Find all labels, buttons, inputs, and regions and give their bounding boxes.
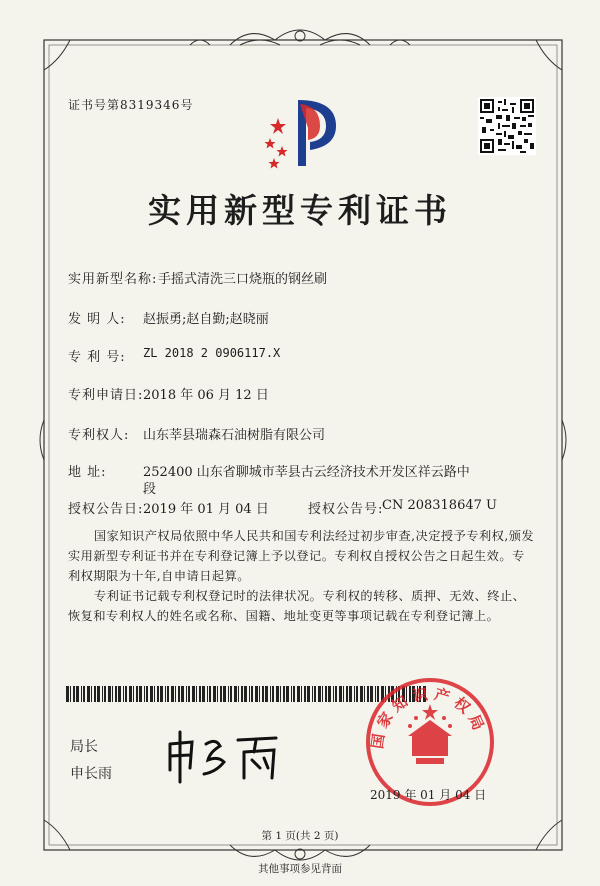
patent-number-label: 专 利 号: (68, 350, 126, 365)
grant-number-value: CN 208318647 U (382, 498, 497, 513)
footer-note: 其他事项参见背面 (258, 863, 342, 875)
grant-number-label: 授权公告号: (308, 502, 384, 517)
patentee-value: 山东莘县瑞森石油树脂有限公司 (143, 428, 326, 443)
address-label: 地 址: (68, 465, 107, 480)
filing-date-value: 2018 年 06 月 12 日 (143, 388, 269, 403)
address-value-line1: 252400 山东省聊城市莘县古云经济技术开发区祥云路中 (143, 465, 470, 480)
inventor-label: 发 明 人: (68, 312, 126, 327)
page-indicator: 第 1 页(共 2 页) (261, 830, 339, 842)
director-name: 申长雨 (70, 766, 112, 782)
utility-model-name-value: 手摇式清洗三口烧瓶的钢丝刷 (158, 272, 328, 287)
inventor-value: 赵振勇;赵自勤;赵晓丽 (143, 312, 269, 327)
address-value-line2: 段 (143, 482, 157, 497)
filing-date-label: 专利申请日: (68, 388, 144, 403)
utility-model-name-label: 实用新型名称: (68, 272, 158, 287)
director-role: 局长 (70, 739, 98, 755)
seal-text: 国家知识产权局 (368, 684, 490, 750)
qr-code-icon (478, 97, 536, 155)
patentee-label: 专利权人: (68, 428, 130, 443)
patent-number-value: ZL 2018 2 0906117.X (143, 346, 281, 360)
page-title: 实用新型专利证书 (148, 191, 452, 230)
director-signature-icon (160, 722, 290, 786)
grant-date-value: 2019 年 01 月 04 日 (143, 502, 269, 517)
cnipa-logo-icon (260, 88, 350, 178)
certificate-number: 证书号第8319346号 (68, 98, 194, 112)
grant-date-label: 授权公告日: (68, 502, 144, 517)
legal-status-paragraph: 专利证书记载专利权登记时的法律状况。专利权的转移、质押、无效、终止、恢复和专利权人的姓名或名称、国籍、地址变更等事项记载在专利登记簿上。 (68, 589, 526, 623)
grant-statement-paragraph: 国家知识产权局依照中华人民共和国专利法经过初步审查,决定授予专利权,颁发实用新型专利证书并在专利登记簿上予以登记。专利权自授权公告之日起生效。专利权期限为十年,自申请日起算。 (68, 529, 535, 583)
seal-date: 2019 年 01 月 04 日 (370, 788, 487, 802)
